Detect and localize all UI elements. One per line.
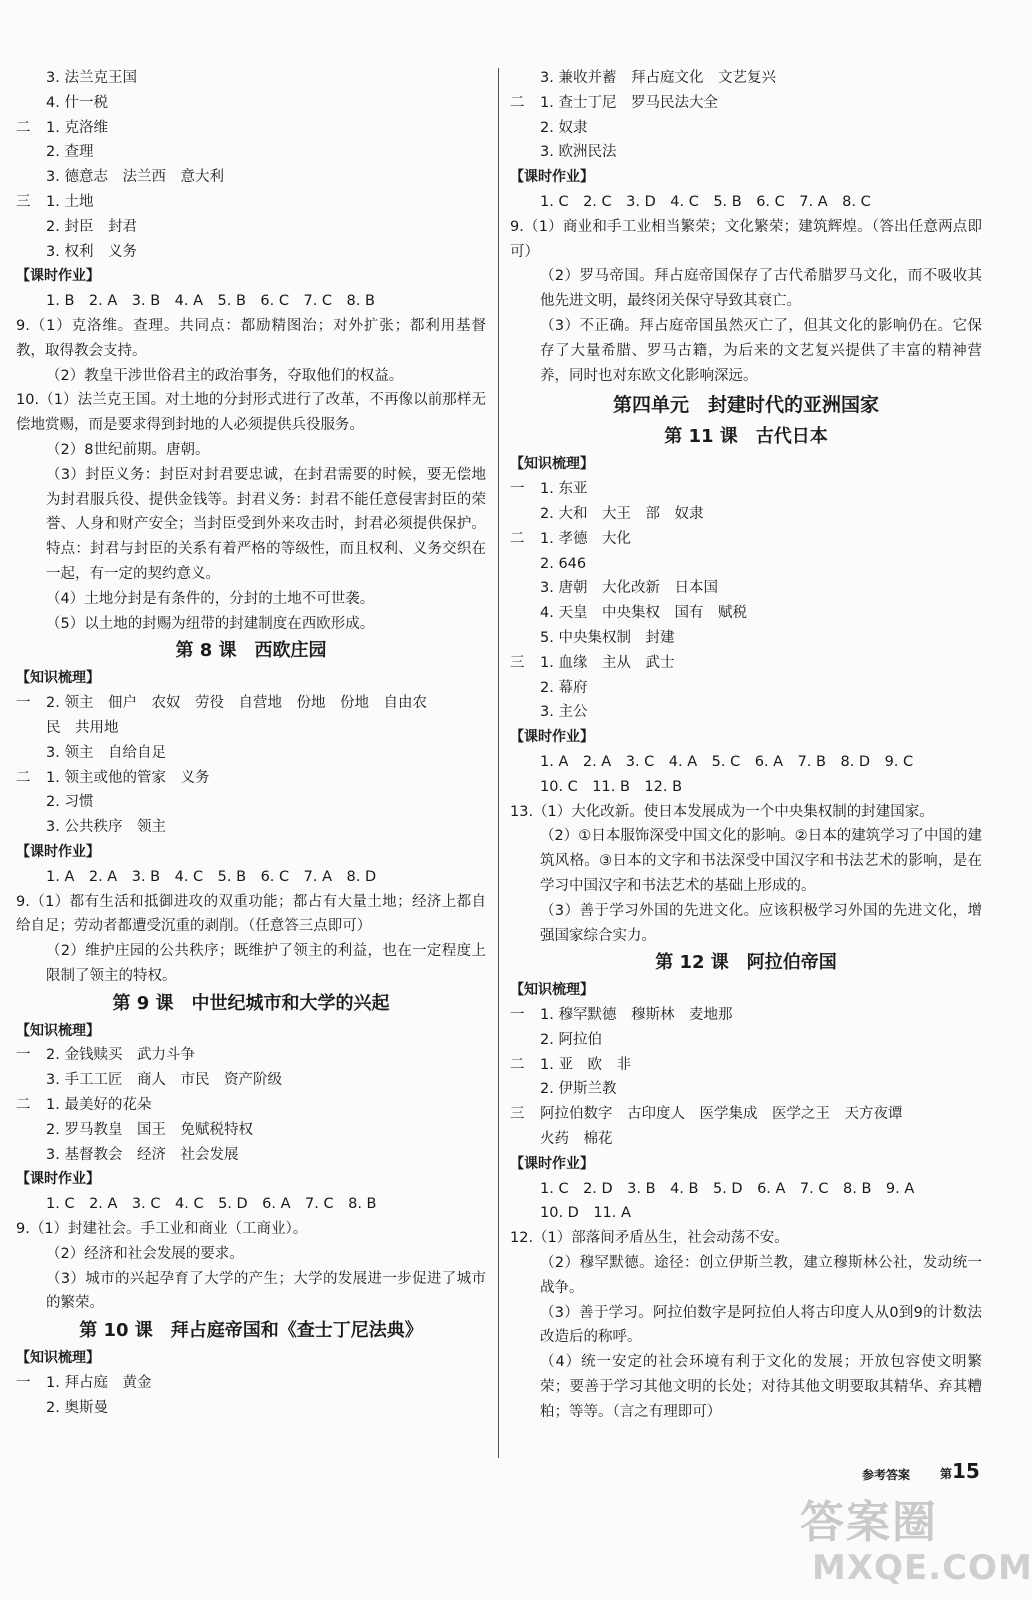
section-numeral: 二 bbox=[16, 769, 31, 786]
answer-line bbox=[510, 676, 982, 701]
answer-text: 1. 血缘 主从 武士 bbox=[540, 654, 675, 671]
section-numeral: 三 bbox=[510, 1106, 525, 1123]
answer-line bbox=[16, 140, 486, 165]
answer-paragraph: （2）8世纪前期。唐朝。 bbox=[46, 441, 210, 458]
section-numeral: 二 bbox=[16, 119, 31, 136]
answer-text: 2. 领主 佃户 农奴 劳役 自营地 份地 份地 自由农 bbox=[46, 695, 427, 712]
answer-text: 1. 查士丁尼 罗马民法大全 bbox=[540, 94, 718, 111]
section-header: 【课时作业】 bbox=[16, 1171, 100, 1188]
answer-paragraph: （3）不正确。拜占庭帝国虽然灭亡了，但其文化的影响仍在。它保存了大量希腊、罗马古籍，为后来的文艺复兴提供了丰富的精神营养，同时也对东欧文化影响深远。 bbox=[540, 317, 982, 384]
section-numeral: 一 bbox=[510, 1007, 525, 1024]
section-numeral: 三 bbox=[16, 193, 31, 210]
answer-text: 1. C 2. D 3. B 4. B 5. D 6. A 7. C 8. B 9. A bbox=[540, 1180, 915, 1197]
answer-text: 阿拉伯数字 古印度人 医学集成 医学之王 天方夜谭 bbox=[540, 1106, 903, 1123]
answer-paragraph: 12.（1）部落间矛盾丛生，社会动荡不安。 bbox=[510, 1230, 789, 1247]
section-header: 【课时作业】 bbox=[510, 169, 594, 186]
answer-line bbox=[510, 116, 982, 141]
answer-paragraph: 9.（1）封建社会。手工业和商业（工商业）。 bbox=[16, 1221, 308, 1238]
answer-line bbox=[16, 766, 486, 791]
left-column bbox=[16, 66, 486, 1421]
answer-text: 3. 主公 bbox=[540, 704, 588, 721]
section-numeral: 二 bbox=[510, 530, 525, 547]
answer-paragraph: 9.（1）克洛维。查理。共同点：都励精图治；对外扩张；都利用基督教，取得教会支持。 bbox=[16, 317, 486, 359]
footer-label: 参考答案 bbox=[862, 1468, 911, 1482]
answer-text: 10. D 11. A bbox=[540, 1205, 631, 1222]
lesson-title: 第 11 课 古代日本 bbox=[664, 426, 828, 448]
answer-line bbox=[510, 502, 982, 527]
answer-line bbox=[510, 601, 982, 626]
answer-line bbox=[16, 1371, 486, 1396]
answer-line bbox=[16, 91, 486, 116]
answer-text: 2. 罗马教皇 国王 免赋税特权 bbox=[46, 1121, 253, 1138]
answer-line bbox=[510, 1201, 982, 1226]
answer-text: 3. 领主 自给自足 bbox=[46, 744, 166, 761]
answer-line bbox=[16, 865, 486, 890]
answer-paragraph: （4）统一安定的社会环境有利于文化的发展；开放包容使文明繁荣；要善于学习其他文明的长处；对待其他文明要取其精华、弃其糟粕；等等。（言之有理即可） bbox=[540, 1354, 982, 1420]
answer-text: 2. 查理 bbox=[46, 144, 94, 161]
answer-paragraph: （2）维护庄园的公共秩序；既维护了领主的利益，也在一定程度上限制了领主的特权。 bbox=[46, 943, 486, 984]
answer-text: 1. 最美好的花朵 bbox=[46, 1097, 152, 1114]
answer-text: 2. 伊斯兰教 bbox=[540, 1081, 617, 1098]
section-numeral: 三 bbox=[510, 654, 525, 671]
answer-line bbox=[16, 1143, 486, 1168]
answer-text: 10. C 11. B 12. B bbox=[540, 778, 683, 795]
answer-text: 3. 基督教会 经济 社会发展 bbox=[46, 1146, 239, 1163]
answer-paragraph: （2）经济和社会发展的要求。 bbox=[46, 1245, 244, 1262]
answer-line bbox=[510, 1028, 982, 1053]
answer-text: 3. 唐朝 大化改新 日本国 bbox=[540, 580, 718, 597]
answer-line bbox=[510, 140, 982, 165]
section-numeral: 一 bbox=[16, 1375, 31, 1392]
answer-line bbox=[510, 190, 982, 215]
answer-text: 1. 克洛维 bbox=[46, 119, 108, 136]
answer-line bbox=[510, 91, 982, 116]
answer-line bbox=[510, 651, 982, 676]
answer-line bbox=[510, 1177, 982, 1202]
watermark-url: MXQE.COM bbox=[812, 1548, 1033, 1588]
answer-text: 3. 权利 义务 bbox=[46, 243, 137, 260]
answer-text: 1. 孝德 大化 bbox=[540, 530, 631, 547]
answer-text: 4. 什一税 bbox=[46, 94, 108, 111]
answer-text: 2. 封臣 封君 bbox=[46, 218, 137, 235]
section-numeral: 二 bbox=[16, 1097, 31, 1114]
answer-line bbox=[510, 1102, 982, 1127]
answer-line bbox=[16, 165, 486, 190]
section-header: 【课时作业】 bbox=[16, 843, 100, 860]
answer-line bbox=[510, 775, 982, 800]
answer-line bbox=[16, 815, 486, 840]
answer-line bbox=[16, 240, 486, 265]
watermark-logo: 答案圈 bbox=[800, 1497, 938, 1548]
answer-line bbox=[510, 626, 982, 651]
answer-text: 1. A 2. A 3. C 4. A 5. C 6. A 7. B 8. D 9. C bbox=[540, 753, 914, 770]
answer-text: 2. 阿拉伯 bbox=[540, 1031, 602, 1048]
right-column bbox=[510, 66, 982, 1425]
answer-paragraph: （4）土地分封是有条件的，分封的土地不可世袭。 bbox=[46, 590, 375, 607]
answer-paragraph: 10.（1）法兰克王国。对土地的分封形式进行了改革，不再像以前那样无偿地赏赐，而是要求得到封地的人必须提供兵役服务。 bbox=[16, 392, 486, 434]
answer-text: 1. 领主或他的管家 义务 bbox=[46, 769, 210, 786]
answer-line bbox=[16, 741, 486, 766]
answer-line bbox=[16, 190, 486, 215]
answer-text: 1. 拜占庭 黄金 bbox=[46, 1375, 152, 1392]
answer-line bbox=[510, 552, 982, 577]
answer-text: 1. C 2. A 3. C 4. C 5. D 6. A 7. C 8. B bbox=[46, 1196, 377, 1213]
answer-line bbox=[510, 750, 982, 775]
answer-text: 3. 手工工匠 商人 市民 资产阶级 bbox=[46, 1072, 282, 1089]
answer-paragraph: （5）以土地的封赐为纽带的封建制度在西欧形成。 bbox=[46, 615, 375, 632]
answer-text: 火药 棉花 bbox=[540, 1131, 613, 1148]
answer-line bbox=[510, 1003, 982, 1028]
answer-text: 1. B 2. A 3. B 4. A 5. B 6. C 7. C 8. B bbox=[46, 293, 375, 310]
answer-text: 3. 兼收并蓄 拜占庭文化 文艺复兴 bbox=[540, 70, 776, 86]
answer-text: 1. 东亚 bbox=[540, 481, 588, 498]
section-header: 【课时作业】 bbox=[16, 268, 100, 285]
answer-text: 2. 奴隶 bbox=[540, 119, 588, 136]
answer-text: 1. 穆罕默德 穆斯林 麦地那 bbox=[540, 1007, 733, 1024]
answer-text: 3. 德意志 法兰西 意大利 bbox=[46, 169, 224, 186]
answer-paragraph: （3）封臣义务：封臣对封君要忠诚，在封君需要的时候，要无偿地为封君服兵役、提供金钱等。封君义务：封君不能任意侵害封臣的荣誉、人身和财产安全；当封臣受到外来攻击时，封君必须提供保护。特点：封君与封臣的关系有着严格的等级性，而且权利、义务交织在一起，有一定的契约意义。 bbox=[46, 466, 486, 582]
answer-line bbox=[16, 1093, 486, 1118]
page-number: 第15 bbox=[940, 1459, 980, 1483]
answer-text: 4. 天皇 中央集权 国有 赋税 bbox=[540, 605, 747, 622]
answer-paragraph: （2）罗马帝国。拜占庭帝国保存了古代希腊罗马文化，而不吸收其他先进文明，最终闭关保守导致其衰亡。 bbox=[540, 268, 982, 310]
answer-text: 1. C 2. C 3. D 4. C 5. B 6. C 7. A 8. C bbox=[540, 193, 871, 210]
answer-paragraph: （3）善于学习。阿拉伯数字是阿拉伯人将古印度人从0到9的计数法改造后的称呼。 bbox=[540, 1304, 982, 1346]
answer-line bbox=[510, 700, 982, 725]
answer-paragraph: （3）善于学习外国的先进文化。应该积极学习外国的先进文化，增强国家综合实力。 bbox=[540, 902, 982, 944]
section-numeral: 一 bbox=[16, 1047, 31, 1064]
answer-paragraph: （3）城市的兴起孕育了大学的产生；大学的发展进一步促进了城市的繁荣。 bbox=[46, 1270, 486, 1312]
lesson-title: 第 10 课 拜占庭帝国和《查士丁尼法典》 bbox=[79, 1320, 423, 1342]
answer-line bbox=[16, 716, 486, 741]
answer-line bbox=[510, 576, 982, 601]
section-header: 【知识梳理】 bbox=[16, 670, 100, 687]
answer-text: 5. 中央集权制 封建 bbox=[540, 629, 675, 646]
section-numeral: 一 bbox=[510, 481, 525, 498]
answer-paragraph: （2）穆罕默德。途径：创立伊斯兰教，建立穆斯林公社，发动统一战争。 bbox=[540, 1255, 982, 1296]
lesson-title: 第 12 课 阿拉伯帝国 bbox=[655, 952, 837, 974]
answer-text: 1. 亚 欧 非 bbox=[540, 1056, 631, 1073]
answer-line bbox=[16, 215, 486, 240]
answer-paragraph: 13.（1）大化改新。使日本发展成为一个中央集权制的封建国家。 bbox=[510, 803, 934, 820]
answer-text: 2. 幕府 bbox=[540, 679, 588, 696]
section-header: 【知识梳理】 bbox=[510, 982, 594, 999]
section-header: 【知识梳理】 bbox=[510, 456, 594, 473]
answer-paragraph: 9.（1）商业和手工业相当繁荣；文化繁荣；建筑辉煌。（答出任意两点即可） bbox=[510, 218, 982, 260]
answer-line bbox=[510, 66, 982, 91]
answer-text: 2. 646 bbox=[540, 555, 587, 572]
lesson-title: 第 8 课 西欧庄园 bbox=[175, 640, 327, 662]
answer-paragraph: （2）①日本服饰深受中国文化的影响。②日本的建筑学习了中国的建筑风格。③日本的文字和书法深受中国汉字和书法艺术的影响，是在学习中国汉字和书法艺术的基础上形成的。 bbox=[540, 828, 982, 894]
answer-line bbox=[510, 1127, 982, 1152]
unit-title: 第四单元 封建时代的亚洲国家 bbox=[612, 394, 879, 417]
answer-text: 2. 奥斯曼 bbox=[46, 1399, 108, 1416]
answer-line bbox=[16, 1396, 486, 1421]
answer-line bbox=[16, 790, 486, 815]
answer-text: 1. 土地 bbox=[46, 193, 94, 210]
answer-line bbox=[510, 527, 982, 552]
answer-text: 2. 大和 大王 部 奴隶 bbox=[540, 505, 704, 522]
section-numeral: 二 bbox=[510, 1056, 525, 1073]
section-numeral: 一 bbox=[16, 695, 31, 712]
answer-text: 3. 欧洲民法 bbox=[540, 144, 617, 161]
answer-line bbox=[16, 1118, 486, 1143]
answer-line bbox=[16, 1043, 486, 1068]
section-header: 【课时作业】 bbox=[510, 1155, 594, 1172]
section-numeral: 二 bbox=[510, 94, 525, 111]
answer-text: 3. 法兰克王国 bbox=[46, 70, 137, 86]
section-header: 【课时作业】 bbox=[510, 729, 594, 746]
answer-paragraph: 9.（1）都有生活和抵御进攻的双重功能；都占有大量土地；经济上都自给自足；劳动者都遭受沉重的剥削。（任意答三点即可） bbox=[16, 893, 486, 935]
answer-text: 1. A 2. A 3. B 4. C 5. B 6. C 7. A 8. D bbox=[46, 868, 377, 885]
section-header: 【知识梳理】 bbox=[16, 1022, 100, 1039]
answer-line bbox=[16, 116, 486, 141]
answer-text: 2. 习惯 bbox=[46, 794, 94, 811]
answer-line bbox=[510, 1077, 982, 1102]
answer-line bbox=[510, 477, 982, 502]
answer-paragraph: （2）教皇干涉世俗君主的政治事务，夺取他们的权益。 bbox=[46, 367, 404, 384]
answer-line bbox=[16, 1192, 486, 1217]
answer-text: 2. 金钱赎买 武力斗争 bbox=[46, 1047, 195, 1064]
lesson-title: 第 9 课 中世纪城市和大学的兴起 bbox=[112, 992, 390, 1014]
section-header: 【知识梳理】 bbox=[16, 1350, 100, 1367]
answer-text: 民 共用地 bbox=[46, 719, 119, 736]
answer-line bbox=[16, 66, 486, 91]
answer-line bbox=[16, 289, 486, 314]
answer-line bbox=[510, 1053, 982, 1078]
column-divider bbox=[498, 68, 499, 1458]
answer-text: 3. 公共秩序 领主 bbox=[46, 819, 166, 836]
answer-line bbox=[16, 1068, 486, 1093]
answer-line bbox=[16, 691, 486, 716]
